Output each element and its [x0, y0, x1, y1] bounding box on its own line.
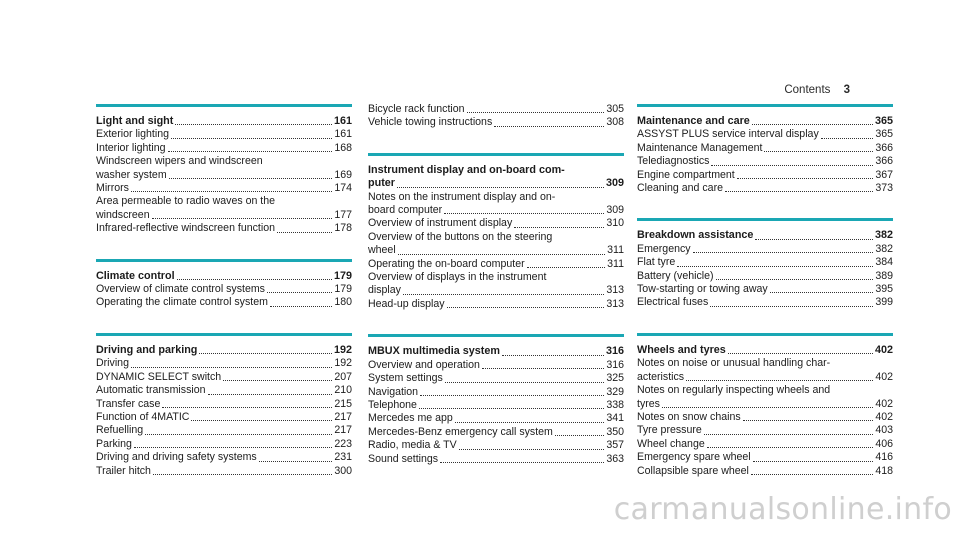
toc-entry[interactable]: Mercedes-Benz emergency call system 350	[368, 425, 624, 438]
toc-entry[interactable]: Mirrors 174	[96, 182, 352, 195]
toc-section-mbux	[368, 334, 624, 466]
toc-entry[interactable]: Infrared-reflective windscreen function 178	[96, 222, 352, 235]
toc-entry[interactable]: Driving and driving safety systems 231	[96, 451, 352, 464]
toc-entry[interactable]: Operating the climate control system 180	[96, 296, 352, 309]
toc-entry[interactable]: Radio, media & TV 357	[368, 439, 624, 452]
toc-section-climate-control	[96, 259, 352, 310]
section-rule	[96, 333, 352, 336]
toc-entry[interactable]: System settings 325	[368, 372, 624, 385]
toc-entry[interactable]: Mercedes me app 341	[368, 412, 624, 425]
toc-entry[interactable]: Trailer hitch 300	[96, 464, 352, 477]
section-rule	[96, 259, 352, 262]
section-rule	[368, 153, 624, 156]
toc-section-breakdown-assistance	[637, 218, 893, 309]
toc-entry[interactable]: DYNAMIC SELECT switch 207	[96, 370, 352, 383]
toc-section-driving-and-parking	[96, 333, 352, 478]
toc-entry[interactable]: Overview of climate control systems 179	[96, 283, 352, 296]
toc-entry[interactable]: Navigation 329	[368, 385, 624, 398]
toc-entry[interactable]: Windscreen wipers and windscreen washer system 169	[96, 155, 352, 181]
toc-entry[interactable]: Cleaning and care 373	[637, 182, 893, 195]
toc-section-heading[interactable]: Breakdown assistance 382	[637, 229, 893, 242]
header-page-number: 3	[843, 84, 850, 96]
toc-section-heading[interactable]: Light and sight 161	[96, 115, 352, 127]
watermark: carmanualsonline.info	[613, 492, 952, 527]
toc-entry[interactable]: Refuelling 217	[96, 424, 352, 437]
toc-entry[interactable]: Sound settings 363	[368, 452, 624, 465]
toc-section-light-and-sight	[96, 104, 352, 236]
toc-section-instrument-display	[368, 153, 624, 311]
section-rule	[96, 104, 352, 107]
toc-entry[interactable]: Tow-starting or towing away 395	[637, 283, 893, 296]
toc-entry[interactable]: Overview of the buttons on the steering wheel 311	[368, 230, 624, 257]
toc-entry[interactable]: Exterior lighting 161	[96, 128, 352, 141]
toc-entry[interactable]: Vehicle towing instructions 308	[368, 116, 624, 129]
toc-entry[interactable]: Operating the on-board computer 311	[368, 257, 624, 270]
toc-entry[interactable]: Telephone 338	[368, 398, 624, 411]
toc-entry[interactable]: Automatic transmission 210	[96, 384, 352, 397]
toc-column-3	[637, 104, 893, 501]
toc-entry[interactable]: Electrical fuses 399	[637, 296, 893, 309]
toc-entry[interactable]: Head-up display 313	[368, 297, 624, 310]
toc-entry[interactable]: Wheel change 406	[637, 437, 893, 450]
toc-entry[interactable]: Bicycle rack function 305	[368, 103, 624, 115]
toc-section-heading[interactable]: Maintenance and care 365	[637, 115, 893, 127]
toc-section-heading[interactable]: Driving and parking 192	[96, 343, 352, 356]
toc-entry[interactable]: Collapsible spare wheel 418	[637, 464, 893, 477]
toc-section-wheels-and-tyres	[637, 333, 893, 478]
toc-section-heading[interactable]: Instrument display and on-board com- puter 309	[368, 163, 624, 190]
header-title: Contents	[784, 84, 831, 96]
toc-entry[interactable]: Engine compartment 367	[637, 168, 893, 181]
toc-entry[interactable]: Telediagnostics 366	[637, 155, 893, 168]
toc-entry[interactable]: Flat tyre 384	[637, 256, 893, 269]
toc-entry[interactable]: Notes on regularly inspecting wheels and tyres 402	[637, 384, 893, 410]
toc-entry[interactable]: Notes on the instrument display and on- board computer 309	[368, 190, 624, 217]
page-header	[784, 84, 850, 96]
toc-entry[interactable]: Function of 4MATIC 217	[96, 410, 352, 423]
toc-entry[interactable]: Transfer case 215	[96, 397, 352, 410]
toc-entry[interactable]: Parking 223	[96, 437, 352, 450]
toc-entry[interactable]: Area permeable to radio waves on the windscreen 177	[96, 195, 352, 221]
toc-column-2	[368, 104, 624, 489]
toc-entry[interactable]: Emergency 382	[637, 242, 893, 255]
toc-section-heading[interactable]: Wheels and tyres 402	[637, 343, 893, 356]
toc-entry[interactable]: Battery (vehicle) 389	[637, 269, 893, 282]
toc-entry[interactable]: Overview and operation 316	[368, 358, 624, 371]
section-rule	[637, 104, 893, 107]
toc-entry[interactable]: Tyre pressure 403	[637, 424, 893, 437]
toc-entry[interactable]: Overview of displays in the instrument display 313	[368, 271, 624, 297]
toc-column-1	[96, 104, 352, 501]
toc-section-driving-continued	[368, 103, 624, 130]
section-rule	[637, 218, 893, 221]
toc-entry[interactable]: Notes on snow chains 402	[637, 410, 893, 423]
toc-section-heading[interactable]: MBUX multimedia system 316	[368, 345, 624, 358]
toc-section-heading[interactable]: Climate control 179	[96, 269, 352, 282]
toc-entry[interactable]: Maintenance Management 366	[637, 141, 893, 154]
toc-entry[interactable]: Notes on noise or unusual handling char- acteristics 402	[637, 357, 893, 383]
toc-entry[interactable]: Overview of instrument display 310	[368, 217, 624, 230]
section-rule	[637, 333, 893, 336]
toc-section-maintenance	[637, 104, 893, 195]
toc-entry[interactable]: Emergency spare wheel 416	[637, 451, 893, 464]
toc-entry[interactable]: ASSYST PLUS service interval display 365	[637, 128, 893, 141]
toc-entry[interactable]: Interior lighting 168	[96, 141, 352, 154]
toc-entry[interactable]: Driving 192	[96, 357, 352, 370]
section-rule	[368, 334, 624, 337]
